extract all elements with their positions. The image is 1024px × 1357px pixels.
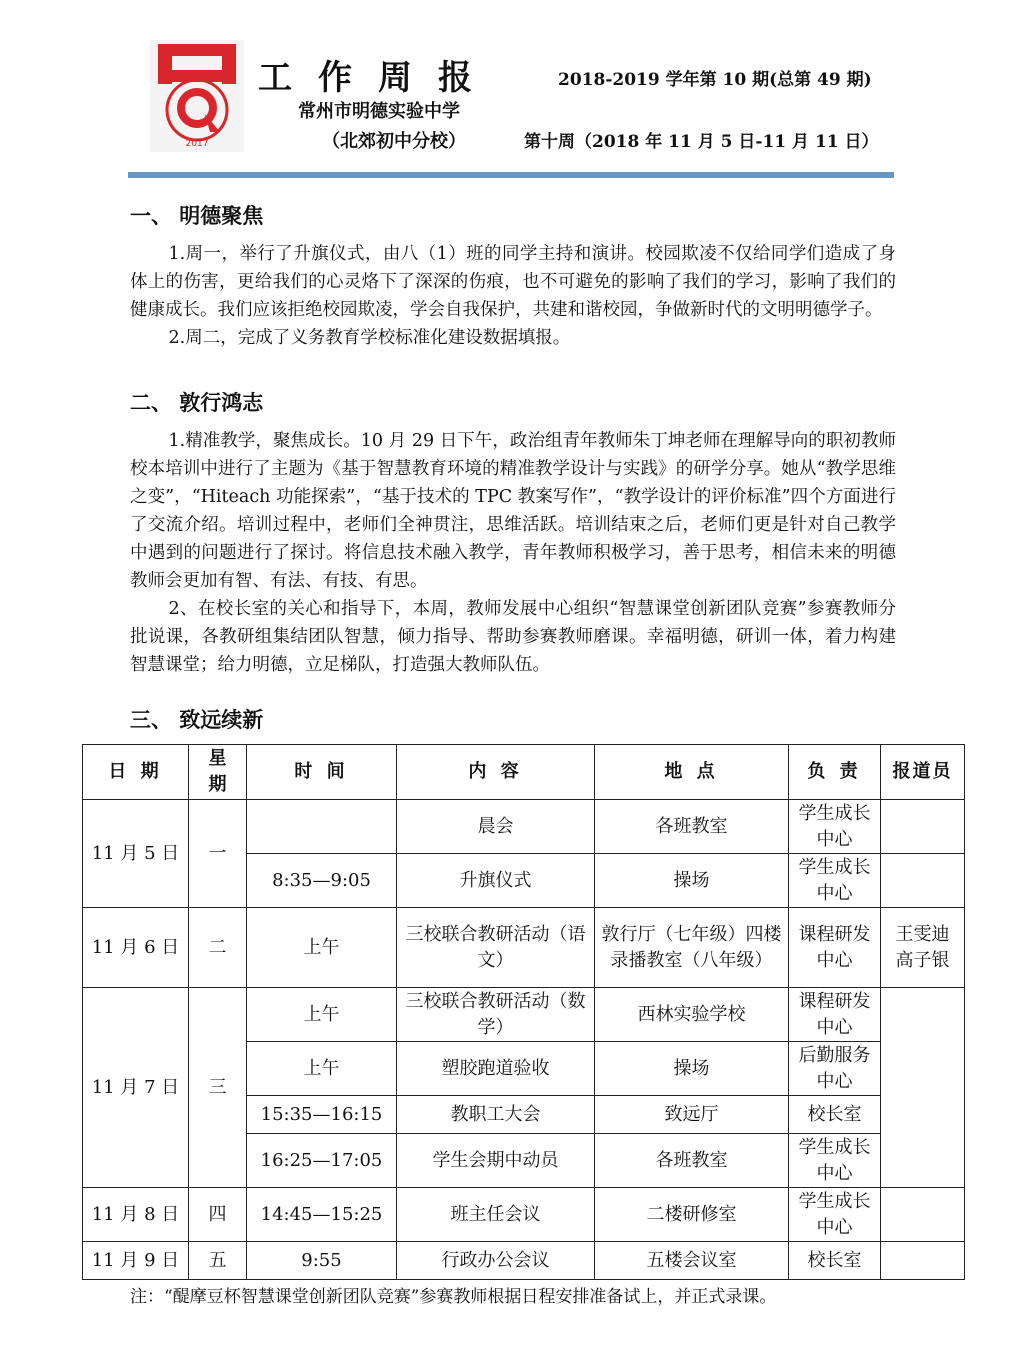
cell-time: 8:35—9:05 [247, 854, 397, 908]
section-dunxing [130, 387, 896, 679]
cell-date: 11 月 5 日 [83, 800, 189, 908]
section-mingde-focus [130, 200, 896, 352]
cell-time: 14:45—15:25 [247, 1188, 397, 1242]
cell-time: 上午 [247, 1042, 397, 1096]
cell-time: 16:25—17:05 [247, 1134, 397, 1188]
cell-weekday: 三 [189, 988, 247, 1188]
cell-reporter: 王雯迪 高子银 [881, 908, 965, 988]
cell-content: 学生会期中动员 [397, 1134, 595, 1188]
schedule-table [82, 744, 965, 1280]
table-row [83, 1242, 965, 1280]
cell-time: 9:55 [247, 1242, 397, 1280]
cell-place: 操场 [595, 1042, 789, 1096]
cell-owner: 后勤服务中心 [789, 1042, 881, 1096]
cell-reporter [881, 854, 965, 908]
table-row [83, 988, 965, 1042]
cell-reporter [881, 1242, 965, 1280]
paragraph: 1.周一，举行了升旗仪式，由八（1）班的同学主持和演讲。校园欺凌不仅给同学们造成了身体上的伤害，更给我们的心灵烙下了深深的伤痕，也不可避免的影响了我们的学习，影响了我们的健康成长。我们应该拒绝校园欺凌，学会自我保护，共建和谐校园，争做新时代的文明明德学子。 [130, 244, 896, 320]
cell-place: 操场 [595, 854, 789, 908]
header-place: 地 点 [595, 745, 789, 800]
paragraph: 2、在校长室的关心和指导下，本周，教师发展中心组织“智慧课堂创新团队竞赛”参赛教师分批说课，各教研组集结团队智慧，倾力指导、帮助参赛教师磨课。幸福明德，研训一体，着力构建智慧课堂；给力明德，立足梯队，打造强大教师队伍。 [130, 599, 896, 675]
cell-content: 行政办公会议 [397, 1242, 595, 1280]
cell-place: 二楼研修室 [595, 1188, 789, 1242]
cell-owner: 学生成长中心 [789, 1134, 881, 1188]
cell-time [247, 800, 397, 854]
cell-content: 三校联合教研活动（语文） [397, 908, 595, 988]
cell-place: 各班教室 [595, 800, 789, 854]
cell-place: 致远厅 [595, 1096, 789, 1134]
header-weekday: 星期 [189, 745, 247, 800]
cell-owner: 校长室 [789, 1096, 881, 1134]
logo-year: 2017 [185, 139, 209, 149]
cell-owner: 课程研发中心 [789, 988, 881, 1042]
cell-content: 晨会 [397, 800, 595, 854]
table-row [83, 908, 965, 988]
cell-weekday: 四 [189, 1188, 247, 1242]
header-time: 时 间 [247, 745, 397, 800]
report-title: 工作周报 [258, 58, 498, 98]
header-divider [128, 172, 894, 178]
issue-number: 2018-2019 学年第 10 期(总第 49 期) [558, 70, 872, 90]
paragraph: 1.精准教学，聚焦成长。10 月 29 日下午，政治组青年教师朱丁坤老师在理解导向的职初教师校本培训中进行了主题为《基于智慧教育环境的精准教学设计与实践》的研学分享。她从“教学思维之变”，“Hiteach 功能探索”，“基于技术的 TPC 教案写作”，“教学设计的评价标准”四个方面进行了交流介绍。培训过程中，老师们全神贯注，思维活跃。培训结束之后，老师们更是针对自己教学中遇到的问题进行了探讨。将信息技术融入教学，青年教师积极学习，善于思考，相信未来的明德教师会更加有智、有法、有技、有思。 [130, 431, 896, 591]
cell-owner: 课程研发中心 [789, 908, 881, 988]
header-content: 内 容 [397, 745, 595, 800]
cell-content: 教职工大会 [397, 1096, 595, 1134]
cell-weekday: 五 [189, 1242, 247, 1280]
cell-owner: 学生成长中心 [789, 854, 881, 908]
cell-owner: 校长室 [789, 1242, 881, 1280]
table-header-row [83, 745, 965, 800]
cell-date: 11 月 9 日 [83, 1242, 189, 1280]
section-heading: 二、 敦行鸿志 [130, 391, 264, 415]
cell-content: 塑胶跑道验收 [397, 1042, 595, 1096]
section-heading: 三、 致远续新 [130, 708, 264, 732]
paragraph: 2.周二，完成了义务教育学校标准化建设数据填报。 [168, 328, 571, 348]
cell-weekday: 一 [189, 800, 247, 908]
cell-time: 15:35—16:15 [247, 1096, 397, 1134]
section-zhiyuan [130, 704, 263, 744]
cell-place: 五楼会议室 [595, 1242, 789, 1280]
header-date: 日 期 [83, 745, 189, 800]
cell-time: 上午 [247, 988, 397, 1042]
cell-place: 各班教室 [595, 1134, 789, 1188]
table-row [83, 800, 965, 854]
school-name: 常州市明德实验中学 [298, 101, 460, 122]
cell-time: 上午 [247, 908, 397, 988]
cell-date: 11 月 6 日 [83, 908, 189, 988]
cell-reporter [881, 800, 965, 854]
footnote: 注：“醍摩豆杯智慧课堂创新团队竞赛”参赛教师根据日程安排准备试上，并正式录课。 [130, 1287, 777, 1307]
cell-place: 敦行厅（七年级）四楼录播教室（八年级） [595, 908, 789, 988]
cell-date: 11 月 8 日 [83, 1188, 189, 1242]
cell-reporter [881, 988, 965, 1188]
cell-date: 11 月 7 日 [83, 988, 189, 1188]
cell-content: 升旗仪式 [397, 854, 595, 908]
cell-weekday: 二 [189, 908, 247, 988]
branch-name: （北郊初中分校） [322, 131, 466, 152]
school-logo-icon [150, 40, 244, 152]
cell-content: 三校联合教研活动（数学） [397, 988, 595, 1042]
school-logo [150, 40, 244, 152]
cell-place: 西林实验学校 [595, 988, 789, 1042]
cell-owner: 学生成长中心 [789, 1188, 881, 1242]
cell-content: 班主任会议 [397, 1188, 595, 1242]
table-row [83, 1188, 965, 1242]
week-range: 第十周（2018 年 11 月 5 日-11 月 11 日） [524, 132, 879, 152]
header-owner: 负 责 [789, 745, 881, 800]
header-reporter: 报道员 [881, 745, 965, 800]
section-heading: 一、 明德聚焦 [130, 204, 264, 228]
cell-reporter [881, 1188, 965, 1242]
cell-owner: 学生成长中心 [789, 800, 881, 854]
